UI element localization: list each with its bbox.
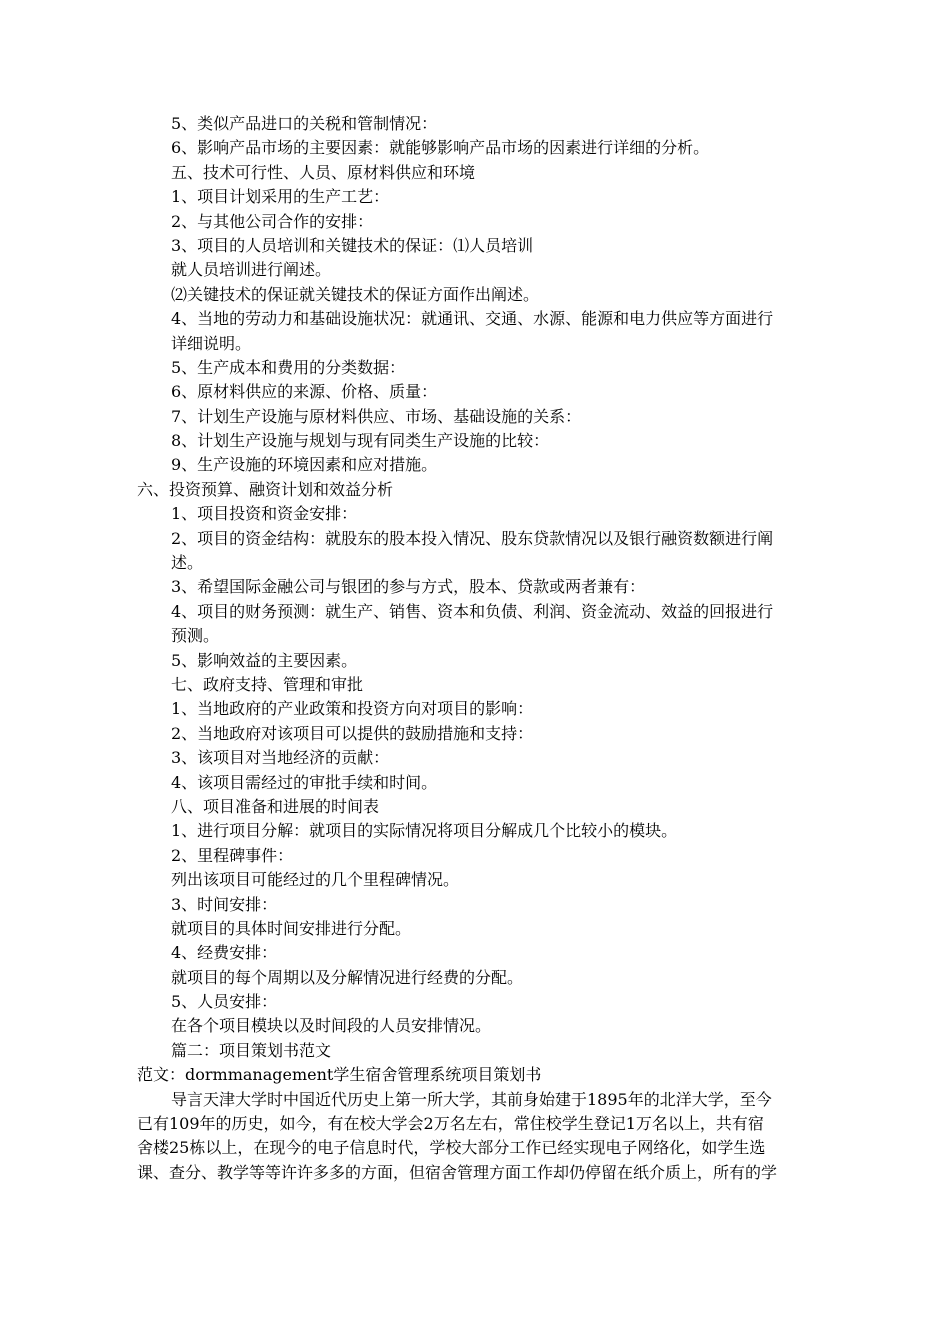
text-line: 导言天津大学时中国近代历史上第一所大学，其前身始建于1895年的北洋大学，至今 — [171, 1089, 772, 1109]
text-line: 4、项目的财务预测：就生产、销售、资本和负债、利润、资金流动、效益的回报进行 — [171, 601, 774, 621]
text-line: 舍楼25栋以上，在现今的电子信息时代，学校大部分工作已经实现电子网络化，如学生选 — [137, 1138, 766, 1158]
text-line: 7、计划生产设施与原材料供应、市场、基础设施的关系： — [171, 406, 582, 426]
text-line: 2、当地政府对该项目可以提供的鼓励措施和支持： — [171, 723, 534, 743]
text-line: 就人员培训进行阐述。 — [171, 260, 332, 280]
text-line: 详细说明。 — [171, 333, 252, 353]
text-line: 3、希望国际金融公司与银团的参与方式，股本、贷款或两者兼有： — [171, 577, 646, 597]
section-heading: 篇二：项目策划书范文 — [171, 1040, 332, 1060]
text-line: 1、进行项目分解：就项目的实际情况将项目分解成几个比较小的模块。 — [171, 821, 678, 841]
text-line: 在各个项目模块以及时间段的人员安排情况。 — [171, 1016, 492, 1036]
text-line: 4、经费安排： — [171, 943, 278, 963]
text-line: 8、计划生产设施与规划与现有同类生产设施的比较： — [171, 431, 550, 451]
text-line: 已有109年的历史，如今，有在校大学会2万名左右，常住校学生登记1万名以上，共有宿 — [137, 1114, 764, 1134]
text-line: 1、项目投资和资金安排： — [171, 504, 358, 524]
text-line: 预测。 — [171, 626, 220, 646]
text-line: 3、项目的人员培训和关键技术的保证：⑴人员培训 — [171, 235, 534, 255]
text-line: 6、影响产品市场的主要因素：就能够影响产品市场的因素进行详细的分析。 — [171, 138, 710, 158]
text-line: 2、项目的资金结构：就股东的股本投入情况、股东贷款情况以及银行融资数额进行阐 — [171, 528, 774, 548]
section-heading: 六、投资预算、融资计划和效益分析 — [137, 479, 394, 499]
text-line: 就项目的每个周期以及分解情况进行经费的分配。 — [171, 967, 524, 987]
section-heading: 八、项目准备和进展的时间表 — [171, 796, 380, 816]
text-line: 1、项目计划采用的生产工艺： — [171, 187, 390, 207]
text-line: 1、当地政府的产业政策和投资方向对项目的影响： — [171, 699, 534, 719]
text-line: 课、查分、教学等等许许多多的方面，但宿舍管理方面工作却仍停留在纸介质上，所有的学 — [137, 1162, 778, 1182]
section-heading: 五、技术可行性、人员、原材料供应和环境 — [171, 162, 476, 182]
text-line: 列出该项目可能经过的几个里程碑情况。 — [171, 870, 460, 890]
text-line: 9、生产设施的环境因素和应对措施。 — [171, 455, 438, 475]
text-line: 就项目的具体时间安排进行分配。 — [171, 918, 412, 938]
text-line: 3、该项目对当地经济的贡献： — [171, 748, 390, 768]
text-line: 述。 — [171, 553, 204, 573]
document-body — [137, 112, 819, 1185]
text-line: 3、时间安排： — [171, 894, 278, 914]
text-line: 6、原材料供应的来源、价格、质量： — [171, 382, 438, 402]
text-line: 5、生产成本和费用的分类数据： — [171, 357, 406, 377]
text-line: 2、里程碑事件： — [171, 845, 294, 865]
text-line: 5、类似产品进口的关税和管制情况： — [171, 114, 438, 133]
text-line: 5、人员安排： — [171, 992, 278, 1012]
text-line: 4、该项目需经过的审批手续和时间。 — [171, 772, 438, 792]
text-line: 5、影响效益的主要因素。 — [171, 650, 358, 670]
section-heading: 范文：dormmanagement学生宿舍管理系统项目策划书 — [137, 1065, 542, 1085]
text-line: 4、当地的劳动力和基础设施状况：就通讯、交通、水源、能源和电力供应等方面进行 — [171, 309, 774, 329]
section-heading: 七、政府支持、管理和审批 — [171, 674, 364, 694]
text-line: ⑵关键技术的保证就关键技术的保证方面作出阐述。 — [171, 284, 540, 304]
text-line: 2、与其他公司合作的安排： — [171, 211, 374, 231]
